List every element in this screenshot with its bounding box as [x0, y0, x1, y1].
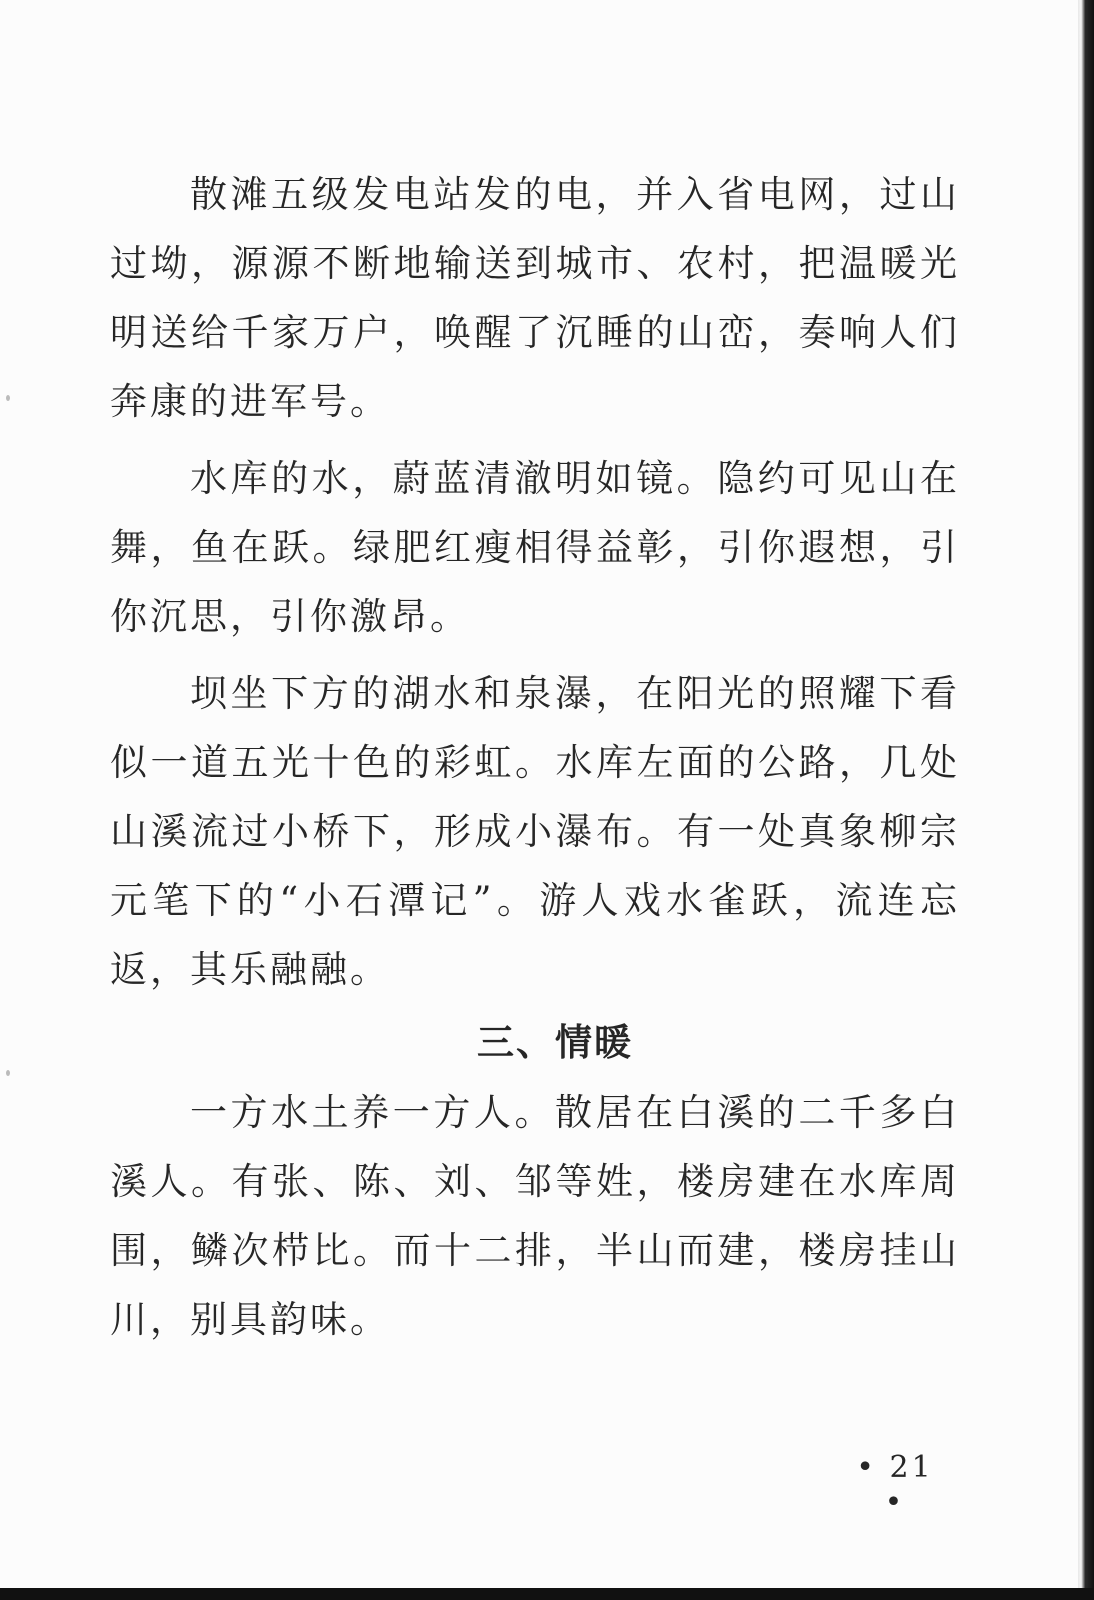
paragraph-dam-lake: 坝坐下方的湖水和泉瀑，在阳光的照耀下看似一道五光十色的彩虹。水库左面的公路，几处山溪流过小桥下，形成小瀑布。有一处真象柳宗元笔下的“小石潭记”。游人戏水雀跃，流连忘返，其乐融融。: [110, 672, 960, 991]
page-number: • 21 •: [856, 1450, 934, 1520]
scan-speck: [6, 1070, 10, 1076]
paragraph-residents: 一方水土养一方人。散居在白溪的二千多白溪人。有张、陈、刘、邹等姓，楼房建在水库周围，鳞次栉比。而十二排，半山而建，楼房挂山川，别具韵味。: [110, 1091, 960, 1341]
scan-speck: [6, 395, 10, 401]
paragraph-reservoir-water: 水库的水，蔚蓝清澈明如镜。隐约可见山在舞，鱼在跃。绿肥红瘦相得益彰，引你遐想，引你沉思，引你激昂。: [110, 457, 960, 638]
page-body: [110, 160, 960, 1362]
paragraph-power-station: 散滩五级发电站发的电，并入省电网，过山过坳，源源不断地输送到城市、农村，把温暖光明送给千家万户，唤醒了沉睡的山峦，奏响人们奔康的进军号。: [110, 173, 960, 423]
section-heading: 三、情暖: [477, 1021, 633, 1064]
scan-bottom-border: [0, 1588, 1094, 1600]
scan-right-border: [1078, 0, 1094, 1600]
